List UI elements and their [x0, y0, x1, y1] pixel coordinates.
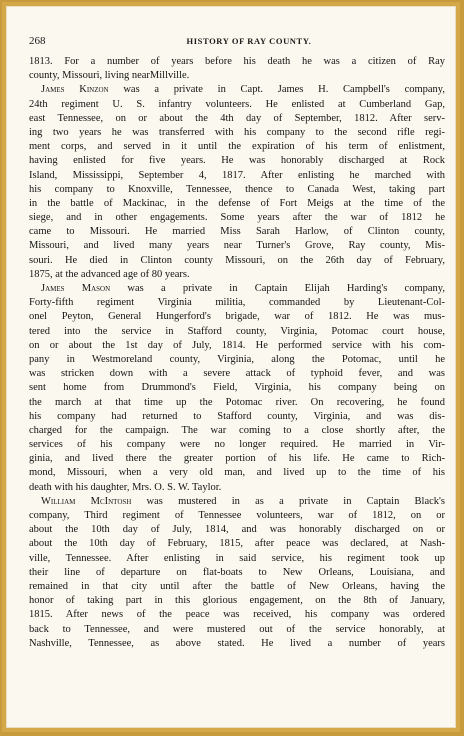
text-line	[29, 225, 445, 239]
line-text: mond, Missouri, when a very old man, and lived up to the time of his	[29, 467, 445, 479]
text-line	[29, 438, 445, 452]
line-text: his company to Knoxville, Tennessee, thence to Canada West, taking part	[29, 183, 445, 195]
text-line	[29, 310, 445, 324]
text-line	[29, 495, 445, 509]
line-text: in the battle of Mackinac, in the defense of Fort Meigs at the time of the	[29, 197, 445, 209]
text-line	[29, 325, 445, 339]
text-line	[29, 55, 445, 69]
line-text: ginia, and lived there the greater portion of his life. He came to Rich-	[29, 453, 445, 465]
line-text: charged for the campaign. The war coming to a close shortly after, the	[29, 424, 445, 436]
page-header	[29, 35, 439, 49]
text-line	[29, 268, 445, 282]
text-line	[29, 211, 445, 225]
text-line	[29, 381, 445, 395]
text-line	[29, 608, 445, 622]
text-line	[29, 637, 445, 651]
line-text: was a private in Captain Elijah Harding's company,	[110, 283, 445, 294]
text-line	[29, 424, 445, 438]
soldier-name: James Kinzon	[41, 84, 109, 96]
line-text: 1875, at the advanced age of 80 years.	[29, 268, 190, 280]
line-text: east Tennessee, on or about the 4th day of September, 1812. After serv-	[29, 112, 445, 124]
text-line	[29, 353, 445, 367]
text-line	[29, 452, 445, 466]
text-line	[29, 169, 445, 183]
line-text: having enlisted for five years. He was honorably discharged at Rock	[29, 155, 445, 167]
line-text: was mustered in as a private in Captain Black's	[131, 495, 445, 507]
text-line	[29, 112, 445, 126]
line-text: Missouri, and lived many years near Turner's Grove, Ray county, Mis-	[29, 240, 445, 252]
text-line	[29, 367, 445, 381]
text-line	[29, 154, 445, 168]
text-line	[29, 509, 445, 523]
soldier-name: James Mason	[41, 283, 111, 294]
text-line	[29, 537, 445, 551]
line-text: ment corps, and served in it until the expiration of his term of enlistment,	[29, 141, 445, 153]
line-text: company, Third regiment of Tennessee volunteers, war of 1812, on or	[29, 510, 445, 521]
line-text: onel Peyton, General Hungerford's brigade, war of 1812. He was mus-	[29, 311, 445, 323]
body-text	[29, 55, 445, 651]
line-text: remained in that city until after the battle of New Orleans, having the	[29, 580, 445, 592]
text-line	[29, 466, 445, 480]
line-text: 24th regiment U. S. infantry volunteers. He enlisted at Cumberland Gap,	[29, 98, 445, 110]
line-text: siege, and in other engagements. Some years after the war of 1812 he	[29, 212, 445, 224]
line-text: death with his daughter, Mrs. O. S. W. Taylor.	[29, 481, 222, 493]
text-line	[29, 126, 445, 140]
book-page	[6, 6, 456, 728]
page-frame	[2, 2, 460, 732]
text-line	[29, 552, 445, 566]
text-line	[29, 83, 445, 97]
text-line	[29, 183, 445, 197]
text-line	[29, 339, 445, 353]
line-text: was stricken down with a severe attack of typhoid fever, and was	[29, 368, 445, 380]
line-text: pany in Westmoreland county, Virginia, along the Potomac, until he	[29, 353, 445, 365]
text-line	[29, 523, 445, 537]
line-text: the march at that time up the Potomac river. On recovering, he found	[29, 396, 445, 408]
line-text: their line of departure on flat-boats to New Orleans, Louisiana, and	[29, 566, 445, 578]
page-number: 268	[29, 35, 46, 47]
line-text: came to Missouri. He married Miss Sarah Harlow, of Clinton county,	[29, 226, 445, 238]
line-text: services of his company were no longer required. He married in Vir-	[29, 439, 445, 451]
line-text: souri. He died in Clinton county Missouri, on the 26th day of February,	[29, 254, 445, 266]
text-line	[29, 254, 445, 268]
text-line	[29, 410, 445, 424]
line-text: ville, Tennessee. After enlisting in said service, his regiment took up	[29, 552, 445, 564]
line-text: tered into the service in Stafford county, Virginia, Potomac court house,	[29, 325, 445, 337]
text-line	[29, 296, 445, 310]
text-line	[29, 580, 445, 594]
line-text: was a private in Capt. James H. Campbell's company,	[108, 84, 445, 96]
line-text: 1813. For a number of years before his death he was a citizen of Ray	[29, 56, 445, 67]
line-text: Forty-fifth regiment Virginia militia, commanded by Lieutenant-Col-	[29, 297, 445, 309]
text-line	[29, 282, 445, 296]
text-line	[29, 566, 445, 580]
line-text: on or about the 1st day of July, 1814. He performed service with his com-	[29, 339, 445, 351]
text-line	[29, 481, 445, 495]
line-text: Nashville, Tennessee, as above stated. He lived a number of years	[29, 637, 445, 649]
line-text: his company had returned to Stafford county, Virginia, and was dis-	[29, 410, 445, 422]
text-line	[29, 594, 445, 608]
soldier-name: William McIntosh	[41, 495, 132, 507]
line-text: 1815. After news of the peace was received, his company was ordered	[29, 609, 445, 621]
line-text: county, Missouri, living nearMillville.	[29, 70, 190, 82]
line-text: about the 10th day of February, 1815, after peace was declared, at Nash-	[29, 538, 445, 550]
text-line	[29, 98, 445, 112]
text-line	[29, 69, 445, 83]
line-text: Island, Mississippi, September 4, 1817. After enlisting he marched with	[29, 169, 445, 181]
text-line	[29, 197, 445, 211]
line-text: back to Tennessee, and were mustered out of the service honorably, at	[29, 623, 445, 635]
text-line	[29, 140, 445, 154]
line-text: honor of taking part in this glorious engagement, on the 8th of January,	[29, 595, 445, 607]
text-line	[29, 623, 445, 637]
line-text: sent home from Drummond's Field, Virginia, his company being on	[29, 382, 445, 394]
line-text: ing two years he was transferred with his company to the second rifle regi-	[29, 126, 445, 138]
text-line	[29, 396, 445, 410]
text-line	[29, 239, 445, 253]
running-title: HISTORY OF RAY COUNTY.	[186, 36, 312, 46]
line-text: about the 10th day of July, 1814, and was honorably discharged on or	[29, 524, 445, 536]
